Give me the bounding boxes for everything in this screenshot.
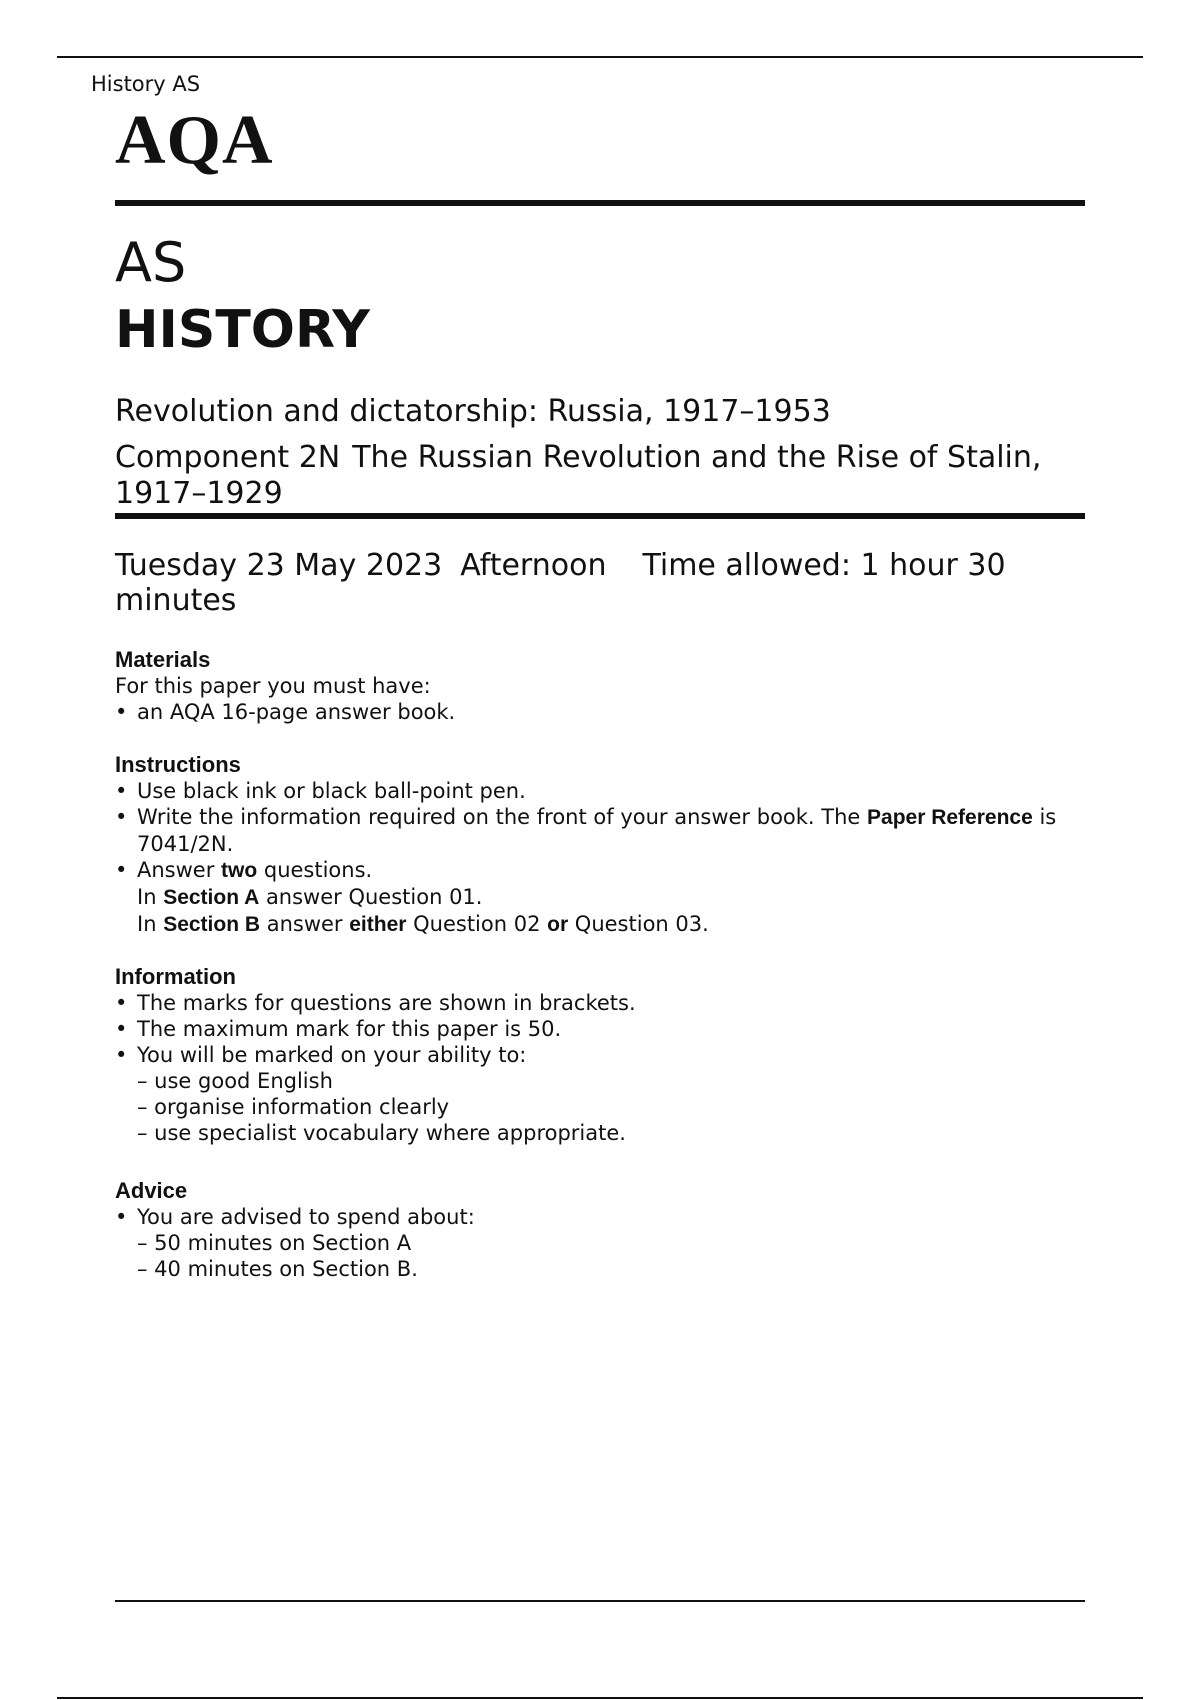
qualification-level: AS bbox=[115, 231, 187, 294]
list-subitem: – use good English bbox=[137, 1069, 333, 1093]
list-item: • Use black ink or black ball-point pen. bbox=[115, 779, 526, 803]
bullet-icon: • bbox=[115, 779, 128, 803]
advice-list bbox=[115, 1204, 1075, 1282]
component-code: Component 2N bbox=[115, 440, 341, 475]
bottom-border bbox=[57, 1697, 1143, 1699]
footer-divider bbox=[115, 1600, 1085, 1602]
instructions-heading: Instructions bbox=[115, 752, 241, 777]
list-subitem: – 40 minutes on Section B. bbox=[137, 1257, 418, 1281]
materials-section bbox=[115, 647, 1075, 725]
bullet-icon: • bbox=[115, 858, 128, 882]
advice-heading: Advice bbox=[115, 1178, 188, 1203]
subject-title: HISTORY bbox=[115, 300, 370, 360]
instructions-list bbox=[115, 778, 1075, 938]
list-item: • You are advised to spend about: bbox=[115, 1205, 475, 1229]
instructions-section bbox=[115, 752, 1075, 938]
information-section bbox=[115, 964, 1075, 1146]
list-subitem: In Section B answer either Question 02 or Question 03. bbox=[137, 912, 709, 936]
bullet-icon: • bbox=[115, 1017, 128, 1041]
exam-date-line bbox=[115, 548, 1075, 618]
list-item: • The marks for questions are shown in brackets. bbox=[115, 991, 636, 1015]
time-allowed: Time allowed: 1 hour 30 minutes bbox=[115, 548, 1006, 618]
aqa-logo: AQA bbox=[115, 102, 274, 179]
bullet-icon: • bbox=[115, 700, 128, 724]
materials-intro: For this paper you must have: bbox=[115, 674, 431, 698]
component-name: The Russian Revolution and the Rise of Stalin, 1917–1929 bbox=[115, 440, 1042, 511]
bullet-icon: • bbox=[115, 805, 128, 829]
list-item: • Answer two questions. bbox=[115, 858, 373, 882]
advice-section bbox=[115, 1178, 1075, 1282]
paper-title: Revolution and dictatorship: Russia, 1917–1953 bbox=[115, 394, 831, 429]
list-subitem: – 50 minutes on Section A bbox=[137, 1231, 412, 1255]
list-item: • Write the information required on the front of your answer book. The Paper Reference is 7041/2N. bbox=[115, 805, 1057, 856]
exam-session: Afternoon bbox=[460, 548, 607, 583]
component-title bbox=[115, 440, 1075, 512]
title-divider bbox=[115, 513, 1085, 519]
list-item: • an AQA 16-page answer book. bbox=[115, 700, 456, 724]
logo-divider bbox=[115, 200, 1085, 206]
list-item: • You will be marked on your ability to: bbox=[115, 1043, 527, 1067]
list-subitem: – use specialist vocabulary where appropriate. bbox=[137, 1121, 626, 1145]
materials-list bbox=[115, 699, 1075, 725]
bullet-icon: • bbox=[115, 1043, 128, 1067]
bullet-icon: • bbox=[115, 1205, 128, 1229]
list-item: • The maximum mark for this paper is 50. bbox=[115, 1017, 562, 1041]
top-border bbox=[57, 56, 1143, 58]
list-subitem: In Section A answer Question 01. bbox=[137, 885, 483, 909]
information-list bbox=[115, 990, 1075, 1146]
header-label: History AS bbox=[91, 72, 201, 96]
exam-date: Tuesday 23 May 2023 bbox=[115, 548, 443, 583]
bullet-icon: • bbox=[115, 991, 128, 1015]
materials-heading: Materials bbox=[115, 647, 211, 672]
list-subitem: – organise information clearly bbox=[137, 1095, 450, 1119]
information-heading: Information bbox=[115, 964, 236, 989]
